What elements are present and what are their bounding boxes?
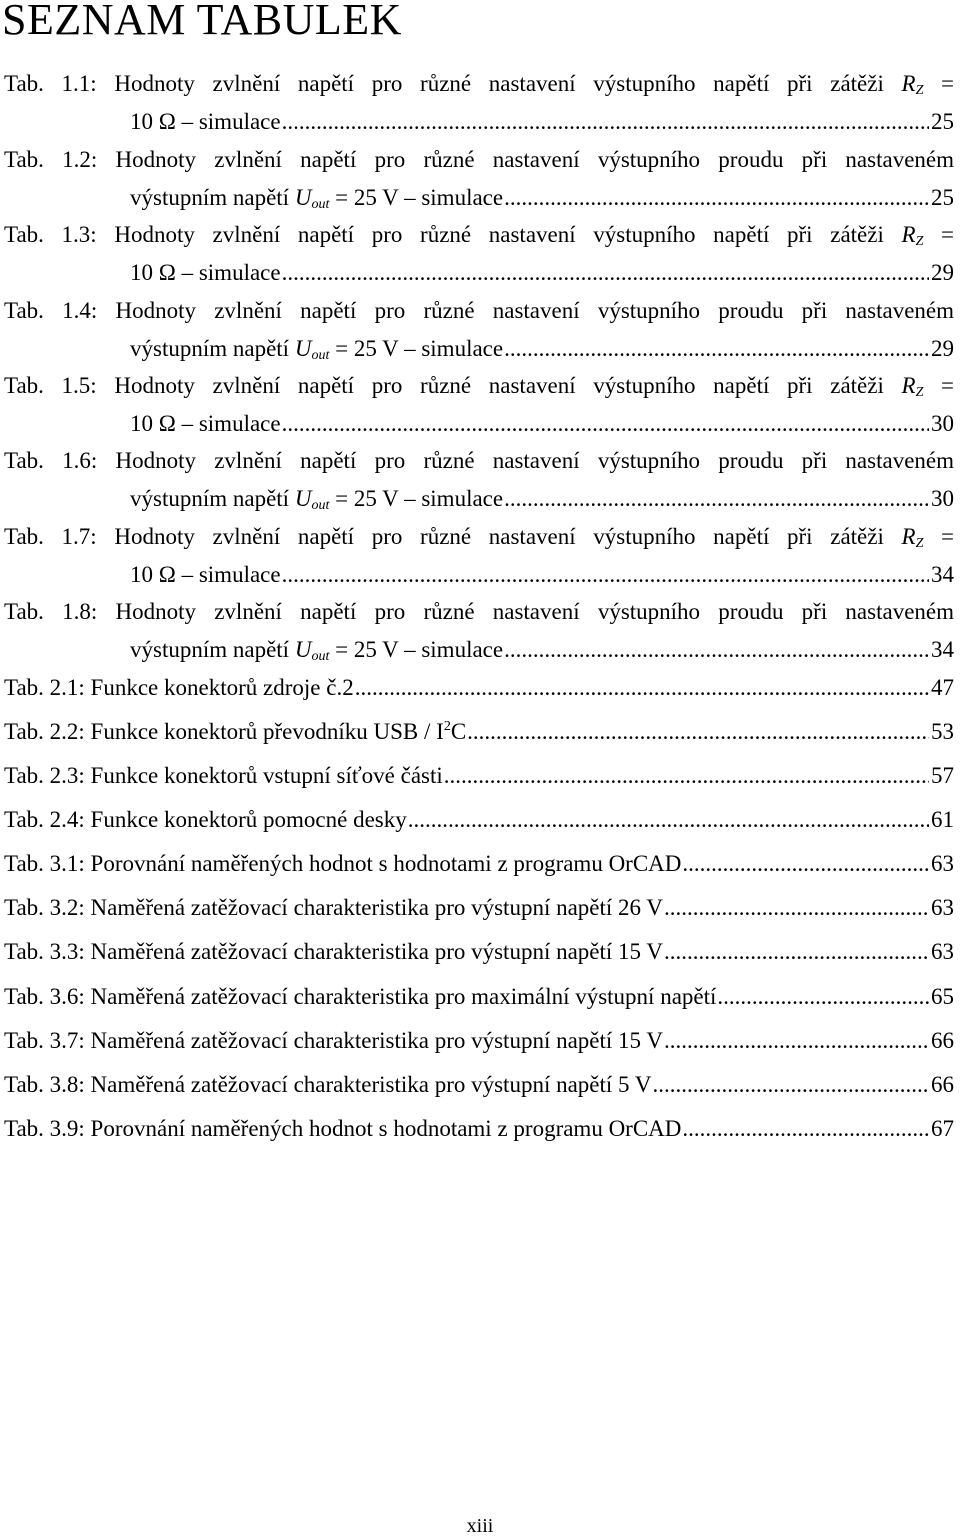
toc-entry-title: = xyxy=(941,222,954,247)
toc-entry-text: = 25 V – simulace xyxy=(335,637,504,662)
toc-entry-line xyxy=(4,141,954,179)
toc-entry[interactable] xyxy=(4,593,954,669)
dot-leader xyxy=(717,978,929,1016)
toc-entry[interactable] xyxy=(4,669,954,707)
toc-entry-title xyxy=(4,757,443,795)
toc-entry-page: 25 xyxy=(931,109,954,134)
toc-entry[interactable] xyxy=(4,978,954,1016)
symbol: R xyxy=(901,71,916,96)
symbol: R xyxy=(901,373,916,398)
toc-entry[interactable] xyxy=(4,801,954,839)
toc-entry-title: Hodnoty zvlnění napětí pro různé nastavení výstupního proudu při nastaveném xyxy=(115,448,954,473)
toc-entry-page: 29 xyxy=(931,260,954,285)
toc-entry-title: 10 Ω – simulace xyxy=(130,411,281,436)
toc-entry-text: Naměřená zatěžovací charakteristika pro maximální výstupní napětí xyxy=(90,984,717,1009)
toc-entry-title: Hodnoty zvlnění napětí pro různé nastavení výstupního napětí při zátěži xyxy=(114,222,884,247)
toc-entry-title: = xyxy=(941,524,954,549)
subscript: Z xyxy=(915,536,924,551)
symbol: U xyxy=(294,185,312,210)
toc-entry-line xyxy=(4,1022,954,1060)
toc-entry-text: výstupním napětí xyxy=(130,185,290,210)
toc-entry-line xyxy=(4,593,954,631)
dot-leader xyxy=(282,405,929,443)
dot-leader xyxy=(282,556,929,594)
toc-entry[interactable] xyxy=(4,216,954,292)
superscript: 2 xyxy=(443,719,451,734)
toc-entry-label: Tab. 1.3: xyxy=(4,222,97,247)
toc-entry-title: = xyxy=(941,71,954,96)
toc-entry[interactable] xyxy=(4,65,954,141)
subscript: Z xyxy=(915,385,924,400)
toc-entry-title: 10 Ω – simulace xyxy=(130,260,281,285)
toc-entry-text: = 25 V – simulace xyxy=(335,185,504,210)
toc-entry-label: Tab. 2.4: xyxy=(4,807,85,832)
dot-leader xyxy=(504,330,929,368)
dot-leader xyxy=(504,480,929,518)
toc-entry-text: Funkce konektorů pomocné desky xyxy=(90,807,407,832)
toc-entry-title xyxy=(4,845,681,883)
toc-entry-title: Hodnoty zvlnění napětí pro různé nastavení výstupního proudu při nastaveném xyxy=(115,147,954,172)
toc-entry-line xyxy=(4,556,954,594)
toc-entry-line xyxy=(4,216,954,254)
toc-entry-title: Hodnoty zvlnění napětí pro různé nastavení výstupního napětí při zátěži xyxy=(114,524,884,549)
toc-entry-title xyxy=(4,1110,681,1148)
toc-entry-line xyxy=(4,405,954,443)
dot-leader xyxy=(664,1022,929,1060)
toc-entry-line xyxy=(4,669,954,707)
page-number: xiii xyxy=(466,1515,494,1537)
dot-leader xyxy=(282,103,929,141)
toc-entry-title xyxy=(130,480,503,518)
toc-entry-text: Naměřená zatěžovací charakteristika pro výstupní napětí 5 V xyxy=(90,1072,652,1097)
toc-entry[interactable] xyxy=(4,1022,954,1060)
toc-entry-page: 66 xyxy=(931,1072,954,1097)
toc-entry-line xyxy=(4,631,954,669)
toc-entry-line xyxy=(4,933,954,971)
toc-entry-title: Hodnoty zvlnění napětí pro různé nastavení výstupního napětí při zátěži xyxy=(114,373,884,398)
toc-entry-page: 63 xyxy=(931,939,954,964)
dot-leader xyxy=(652,1066,929,1104)
toc-entry-text: Naměřená zatěžovací charakteristika pro výstupní napětí 15 V xyxy=(90,939,663,964)
toc-entry-line xyxy=(4,518,954,556)
toc-entry-label: Tab. 1.2: xyxy=(4,147,98,172)
toc-entry-text: C xyxy=(450,719,467,744)
toc-entry-text: výstupním napětí xyxy=(130,486,290,511)
toc-entry-title: Hodnoty zvlnění napětí pro různé nastavení výstupního proudu při nastaveném xyxy=(115,599,954,624)
toc-entry[interactable] xyxy=(4,845,954,883)
toc-entry-label: Tab. 2.3: xyxy=(4,763,85,788)
toc-entry-line xyxy=(4,1110,954,1148)
toc-entry-title xyxy=(130,330,503,368)
subscript: out xyxy=(311,649,330,664)
toc-entry-title xyxy=(4,889,663,927)
toc-entry-text: Naměřená zatěžovací charakteristika pro výstupní napětí 26 V xyxy=(90,895,663,920)
toc-entry-page: 34 xyxy=(931,637,954,662)
toc-entry-title xyxy=(4,1022,663,1060)
toc-entry-text: = 25 V – simulace xyxy=(335,336,504,361)
dot-leader xyxy=(504,179,929,217)
toc-entry-page: 63 xyxy=(931,851,954,876)
toc-entry-line xyxy=(4,292,954,330)
toc-entry-text: výstupním napětí xyxy=(130,637,290,662)
toc-entry-line xyxy=(4,757,954,795)
toc-entry-label: Tab. 1.6: xyxy=(4,448,98,473)
toc-entry[interactable] xyxy=(4,292,954,368)
page-title: SEZNAM TABULEK xyxy=(2,0,402,44)
toc-entry-title xyxy=(4,978,716,1016)
toc-entry-text: Porovnání naměřených hodnot s hodnotami z programu OrCAD xyxy=(90,1116,682,1141)
toc-entry[interactable] xyxy=(4,933,954,971)
toc-entry-page: 30 xyxy=(931,411,954,436)
toc-entry-line xyxy=(4,480,954,518)
toc-entry-line xyxy=(4,1066,954,1104)
toc-entry-title: Hodnoty zvlnění napětí pro různé nastavení výstupního proudu při nastaveném xyxy=(115,298,954,323)
toc-entry-title: 10 Ω – simulace xyxy=(130,109,281,134)
symbol: R xyxy=(901,222,916,247)
subscript: out xyxy=(311,498,330,513)
symbol: R xyxy=(901,524,916,549)
toc-entry-title xyxy=(130,631,503,669)
toc-entry-line xyxy=(4,801,954,839)
toc-entry-page: 29 xyxy=(931,336,954,361)
toc-entry-label: Tab. 3.3: xyxy=(4,939,85,964)
toc-entry-line xyxy=(4,845,954,883)
toc-entry-text: Funkce konektorů převodníku USB / I xyxy=(90,719,444,744)
toc-entry-page: 30 xyxy=(931,486,954,511)
toc-entry-page: 25 xyxy=(931,185,954,210)
dot-leader xyxy=(664,889,929,927)
toc-entry-text: výstupním napětí xyxy=(130,336,290,361)
symbol: U xyxy=(294,486,312,511)
toc-entry[interactable] xyxy=(4,757,954,795)
toc-entry-line xyxy=(4,103,954,141)
dot-leader xyxy=(467,713,929,751)
dot-leader xyxy=(682,845,929,883)
toc-entry-text: Funkce konektorů zdroje č.2 xyxy=(90,675,354,700)
toc-entry-page: 53 xyxy=(931,719,954,744)
toc-entry-label: Tab. 1.7: xyxy=(4,524,97,549)
toc-entry-text: Funkce konektorů vstupní síťové části xyxy=(90,763,443,788)
dot-leader xyxy=(444,757,929,795)
toc-entry-line xyxy=(4,179,954,217)
toc-entry-label: Tab. 3.2: xyxy=(4,895,85,920)
toc-entry-line xyxy=(4,889,954,927)
toc-entry-page: 67 xyxy=(931,1116,954,1141)
dot-leader xyxy=(355,669,929,707)
dot-leader xyxy=(504,631,929,669)
toc-entry[interactable] xyxy=(4,367,954,443)
toc-entry[interactable] xyxy=(4,1066,954,1104)
symbol: U xyxy=(294,336,312,361)
toc-entry[interactable] xyxy=(4,889,954,927)
toc-entry-line xyxy=(4,978,954,1016)
toc-entry-page: 65 xyxy=(931,984,954,1009)
toc-entry-label: Tab. 1.1: xyxy=(4,71,97,96)
toc-entry-page: 57 xyxy=(931,763,954,788)
toc-entry-text: Naměřená zatěžovací charakteristika pro výstupní napětí 15 V xyxy=(90,1028,663,1053)
toc-entry-label: Tab. 2.2: xyxy=(4,719,85,744)
dot-leader xyxy=(664,933,929,971)
toc-entry-title xyxy=(4,933,663,971)
toc-entry-page: 66 xyxy=(931,1028,954,1053)
toc-entry-label: Tab. 1.5: xyxy=(4,373,97,398)
toc-entry-label: Tab. 2.1: xyxy=(4,675,85,700)
subscript: out xyxy=(311,197,330,212)
toc-entry[interactable] xyxy=(4,713,954,751)
toc-entry[interactable] xyxy=(4,1110,954,1148)
toc-entry-title: Hodnoty zvlnění napětí pro různé nastavení výstupního napětí při zátěži xyxy=(114,71,884,96)
dot-leader xyxy=(282,254,929,292)
subscript: Z xyxy=(915,83,924,98)
toc-entry-page: 34 xyxy=(931,562,954,587)
symbol: U xyxy=(294,637,312,662)
toc-entry[interactable] xyxy=(4,518,954,594)
toc-entry-line xyxy=(4,254,954,292)
toc-entry-line xyxy=(4,713,954,751)
toc-entry-title: 10 Ω – simulace xyxy=(130,562,281,587)
toc-entry-title xyxy=(4,1066,651,1104)
toc-entry-label: Tab. 3.1: xyxy=(4,851,85,876)
toc-entry-title xyxy=(4,669,354,707)
toc-entry-label: Tab. 1.8: xyxy=(4,599,98,624)
toc-entry-text: Porovnání naměřených hodnot s hodnotami z programu OrCAD xyxy=(90,851,682,876)
toc-entry-label: Tab. 1.4: xyxy=(4,298,98,323)
toc-entry-label: Tab. 3.7: xyxy=(4,1028,85,1053)
toc-entry-line xyxy=(4,367,954,405)
subscript: out xyxy=(311,348,330,363)
toc-entry-label: Tab. 3.9: xyxy=(4,1116,85,1141)
toc-entry-line xyxy=(4,65,954,103)
toc-entry-page: 63 xyxy=(931,895,954,920)
subscript: Z xyxy=(915,234,924,249)
toc-entry-title xyxy=(4,801,407,839)
toc-entry-page: 47 xyxy=(931,675,954,700)
toc-entry-label: Tab. 3.8: xyxy=(4,1072,85,1097)
toc-entry-label: Tab. 3.6: xyxy=(4,984,85,1009)
toc-entry-line xyxy=(4,330,954,368)
toc-entry-text: = 25 V – simulace xyxy=(335,486,504,511)
dot-leader xyxy=(682,1110,929,1148)
toc-entry-page: 61 xyxy=(931,807,954,832)
toc-entry[interactable] xyxy=(4,442,954,518)
dot-leader xyxy=(408,801,929,839)
toc-entry-line xyxy=(4,442,954,480)
toc-entry[interactable] xyxy=(4,141,954,217)
toc-entry-title xyxy=(4,713,466,751)
toc-entry-title: = xyxy=(941,373,954,398)
toc-entry-title xyxy=(130,179,503,217)
